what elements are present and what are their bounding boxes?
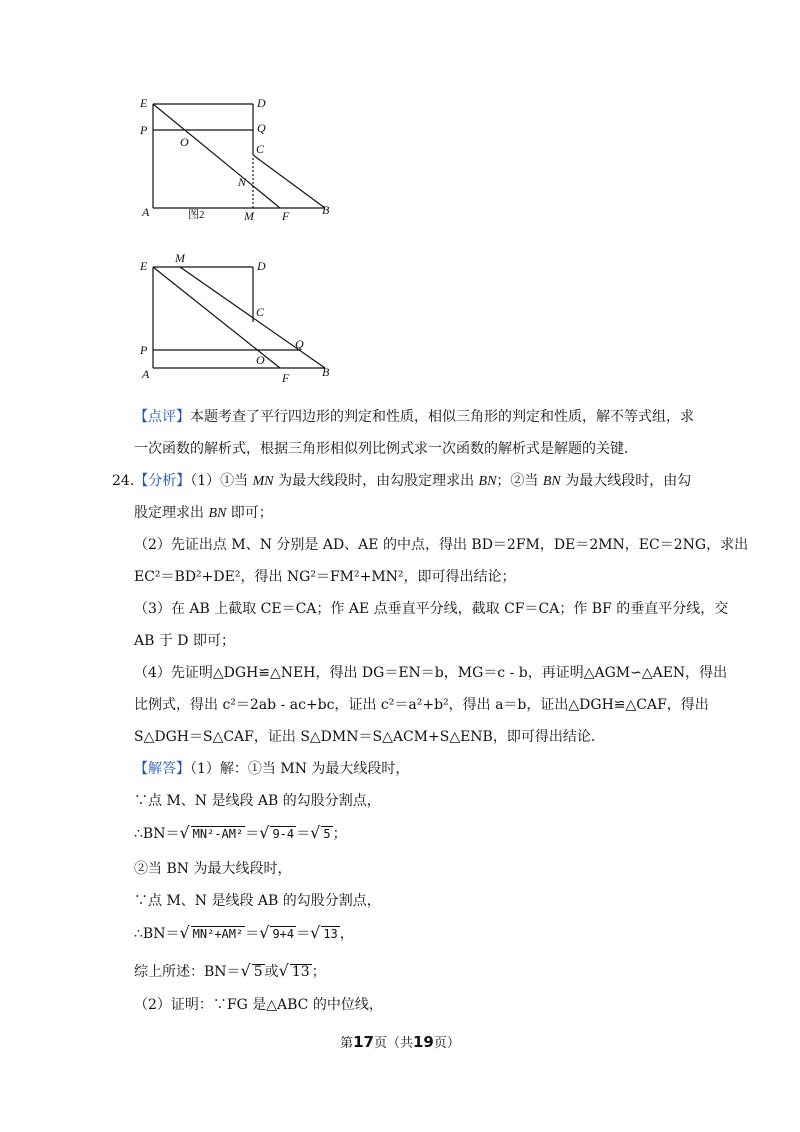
radicand: 5 <box>323 827 331 841</box>
a1-text: 股定理求出 <box>134 505 209 521</box>
solution-text: ∴BN＝ <box>134 926 180 942</box>
comment-tag: 【点评】 <box>134 409 190 425</box>
fig3-label-c: C <box>256 305 265 319</box>
fig2-label-q: Q <box>257 121 266 135</box>
fig2-label-p: P <box>140 123 148 137</box>
fig3-label-b: B <box>322 365 330 379</box>
fig3-label-p: P <box>140 343 148 357</box>
q24-analysis-2-line-1 <box>134 535 748 555</box>
q24-analysis-4-line-2 <box>134 695 709 715</box>
sqrt-icon: √ <box>310 923 321 942</box>
a1-var: BN <box>542 474 561 489</box>
solution-text: 或 <box>264 964 279 980</box>
sqrt-icon: √ <box>310 823 321 842</box>
radicand: 9+4 <box>272 927 295 941</box>
comment-line-1 <box>134 407 694 427</box>
analysis-tag: 【分析】 <box>134 473 191 489</box>
fig3-label-e: E <box>140 259 148 273</box>
solution-line-7 <box>134 961 326 982</box>
a1-text: （1）①当 <box>190 473 253 489</box>
a1-text: 为最大线段时，由勾股定理求出 <box>273 473 479 489</box>
equals: ＝ <box>296 926 311 942</box>
solution-line-4 <box>134 859 291 879</box>
solution-text: ∵点 M、N 是线段 AB 的勾股分割点， <box>134 793 381 809</box>
a1-text: 即可； <box>226 505 273 521</box>
radicand: 5 <box>253 964 263 980</box>
solution-line-8 <box>134 995 383 1015</box>
solution-line-1 <box>134 759 409 779</box>
q24-analysis-3-line-1 <box>134 599 728 619</box>
a1-text: 为最大线段时，由勾 <box>560 473 692 489</box>
radicand: MN²+AM² <box>192 927 244 941</box>
a3-text: AB 于 D 即可； <box>134 633 235 649</box>
radicand: 13 <box>323 927 338 941</box>
radicand: 9-4 <box>272 827 295 841</box>
a4-text: （4）先证明△DGH≌△NEH，得出 DG＝EN＝b，MG＝c - b，再证明△AGM∽△AEN，得出 <box>134 665 728 681</box>
radicand: 13 <box>291 964 310 980</box>
fig2-caption: 图2 <box>188 209 205 221</box>
sqrt-icon: √ <box>179 823 190 842</box>
fig3-label-o: O <box>256 353 265 367</box>
equals: ＝ <box>245 926 260 942</box>
punct: ， <box>339 926 354 942</box>
comment-text-1: 本题考查了平行四边形的判定和性质，相似三角形的判定和性质，解不等式组，求 <box>190 409 694 425</box>
comment-text-2: 一次函数的解析式，根据三角形相似列比例式求一次函数的解析式是解题的关键． <box>134 441 638 457</box>
a2-text: （2）先证出点 M、N 分别是 AD、AE 的中点，得出 BD＝2FM，DE＝2MN，EC＝2NG，求出 <box>134 537 749 553</box>
fig3-label-q: Q <box>295 337 304 351</box>
fig3-label-m: M <box>175 251 185 265</box>
sqrt-icon: √ <box>259 823 270 842</box>
q24-analysis-2-line-2 <box>134 567 516 587</box>
fig2-label-c: C <box>256 142 265 156</box>
page-footer <box>0 1032 800 1051</box>
solution-text: ∴BN＝ <box>134 826 180 842</box>
solution-text: 综上所述：BN＝ <box>134 964 241 980</box>
q24-analysis-line-2 <box>134 503 273 524</box>
q24-analysis-4-line-3 <box>134 727 605 747</box>
fig2-label-f: F <box>282 209 290 223</box>
comment-line-2 <box>134 439 638 459</box>
fig3-label-d: D <box>257 259 266 273</box>
sqrt-icon: √ <box>278 961 289 980</box>
a4-text: 比例式，得出 c²＝2ab - ac+bc，证出 c²＝a²+b²，得出 a＝b，证出△DGH≌△CAF，得出 <box>134 697 709 713</box>
footer-text: 页） <box>433 1036 460 1051</box>
fig2-label-b: B <box>322 203 330 217</box>
a2-text: EC²＝BD²+DE²，得出 NG²＝FM²+MN²，即可得出结论； <box>134 569 516 585</box>
solution-line-6 <box>134 923 354 944</box>
fig2-label-o: O <box>180 135 189 149</box>
fig2-label-n: N <box>238 175 247 189</box>
q24-number: 24. <box>112 473 135 489</box>
fig3-label-a: A <box>142 367 150 381</box>
a3-text: （3）在 AB 上截取 CE＝CA；作 AE 点垂直平分线，截取 CF＝CA；作 BF 的垂直平分线，交 <box>134 601 729 617</box>
solution-text: ②当 BN 为最大线段时， <box>134 861 292 877</box>
figure-3-diagram <box>130 250 340 390</box>
fig3-label-f: F <box>282 371 290 385</box>
a1-var: BN <box>208 506 227 521</box>
q24-analysis-3-line-2 <box>134 631 235 651</box>
solution-text: ∵点 M、N 是线段 AB 的勾股分割点， <box>134 893 381 909</box>
a1-var: MN <box>252 474 274 489</box>
sqrt-icon: √ <box>259 923 270 942</box>
fig2-label-m: M <box>244 209 254 223</box>
punct: ； <box>311 964 326 980</box>
fig2-label-a: A <box>142 205 150 219</box>
punct: ； <box>332 826 347 842</box>
equals: ＝ <box>245 826 260 842</box>
footer-text: 第 <box>340 1036 354 1051</box>
equals: ＝ <box>296 826 311 842</box>
figure-2 <box>130 90 340 230</box>
a4-text: S△DGH＝S△CAF，证出 S△DMN＝S△ACM+S△ENB，即可得出结论． <box>134 729 605 745</box>
page-total: 19 <box>413 1033 434 1051</box>
q24-analysis-line-1 <box>112 471 691 492</box>
q24-analysis-4-line-1 <box>134 663 727 683</box>
radicand: MN²-AM² <box>192 827 244 841</box>
figure-3 <box>130 250 340 390</box>
page-number: 17 <box>353 1033 374 1051</box>
fig2-label-e: E <box>140 96 148 110</box>
solution-line-5 <box>134 891 381 911</box>
solution-text: （2）证明：∵FG 是△ABC 的中位线， <box>134 997 383 1013</box>
sqrt-icon: √ <box>240 961 251 980</box>
solution-line-2 <box>134 791 381 811</box>
figure-2-diagram <box>130 90 340 230</box>
fig2-label-d: D <box>257 96 266 110</box>
sqrt-icon: √ <box>179 923 190 942</box>
solution-line-3 <box>134 823 347 844</box>
footer-text: 页（共 <box>373 1036 413 1051</box>
solution-text: （1）解：①当 MN 为最大线段时， <box>190 761 410 777</box>
a1-text: ；②当 <box>496 473 543 489</box>
a1-var: BN <box>478 474 497 489</box>
solution-tag: 【解答】 <box>134 761 190 777</box>
